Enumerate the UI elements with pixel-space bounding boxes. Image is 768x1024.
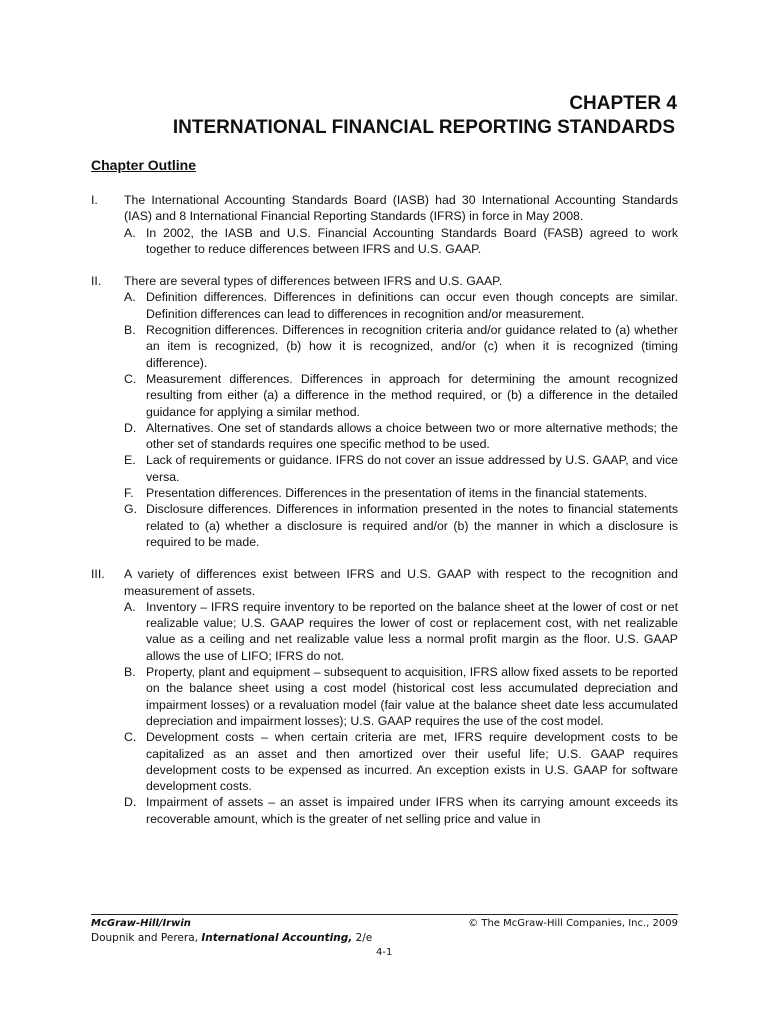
footer-citation: [91, 932, 372, 944]
item-text: Development costs – when certain criteria are met, IFRS require development costs to be capitalized as an asset and then amortized over their useful life; U.S. GAAP requires development costs to be expensed as incurred. An exception exists in U.S. GAAP for software development costs.: [146, 730, 678, 794]
list-item: [124, 289, 678, 322]
footer-edition: 2/e: [355, 932, 373, 944]
item-letter: B.: [124, 665, 136, 680]
outline-heading: Chapter Outline: [91, 157, 197, 173]
item-text: Disclosure differences. Differences in information presented in the notes to financial statements related to (a) whether a disclosure is required and/or (b) the manner in which a disclosure is required to be made.: [146, 502, 678, 549]
item-letter: F.: [124, 486, 134, 501]
item-letter: A.: [124, 225, 136, 240]
section-ii: [91, 273, 678, 550]
section-i: [91, 192, 678, 257]
item-letter: A.: [124, 599, 136, 614]
outline-content: [91, 192, 678, 843]
item-text: Inventory – IFRS require inventory to be reported on the balance sheet at the lower of cost or net realizable value; U.S. GAAP requires the lower of cost or replacement cost, with net realizable value as a ceiling and net realizable value less a normal profit margin as the floor. U.S. GAAP allows the use of LIFO; IFRS do not.: [146, 599, 678, 663]
item-text: Impairment of assets – an asset is impaired under IFRS when its carrying amount exceeds its recoverable amount, which is the greater of net selling price and value in: [146, 795, 678, 826]
list-item: [124, 420, 678, 453]
section-number: I.: [91, 193, 98, 207]
list-item: [124, 225, 678, 258]
list-item: [124, 794, 678, 827]
list-item: [124, 485, 678, 501]
item-text: Alternatives. One set of standards allows a choice between two or more alternative methods; the other set of standards requires one specific method to be used.: [146, 420, 678, 452]
section-number: II.: [91, 274, 102, 289]
item-text: Measurement differences. Differences in approach for determining the amount recognized resulting from either (a) a difference in the method required, or (b) a difference in the detailed guidance for applying a similar method.: [146, 371, 678, 419]
item-letter: C.: [124, 371, 137, 386]
section-text: The International Accounting Standards Board (IASB) had 30 International Accounting Standards (IAS) and 8 International Financial Reporting Standards (IFRS) in force in May 2008.: [124, 193, 678, 224]
footer-publisher: McGraw-Hill/Irwin: [91, 918, 191, 929]
footer-authors: Doupnik and Perera,: [91, 932, 198, 944]
section-number: III.: [91, 567, 105, 582]
list-item: [124, 371, 678, 420]
list-item: [124, 501, 678, 550]
list-item: [124, 664, 678, 729]
list-item: [124, 322, 678, 371]
item-text: Definition differences. Differences in definitions can occur even though concepts are similar. Definition differences can lead to differences in recognition and/or measurement.: [146, 290, 678, 321]
item-text: Property, plant and equipment – subsequent to acquisition, IFRS allow fixed assets to be reported on the balance sheet using a cost model (historical cost less accumulated depreciation and impairment losses) or a revaluation model (fair value at the balance sheet date less accumulated depreciation and impairment losses); U.S. GAAP requires the use of the cost model.: [146, 665, 678, 728]
item-text: In 2002, the IASB and U.S. Financial Accounting Standards Board (FASB) agreed to work together to reduce differences between IFRS and U.S. GAAP.: [146, 225, 678, 256]
item-text: Lack of requirements or guidance. IFRS do not cover an issue addressed by U.S. GAAP, and vice versa.: [146, 453, 678, 484]
chapter-number: CHAPTER 4: [569, 93, 677, 114]
footer-book-title: International Accounting,: [201, 932, 353, 944]
footer-copyright: © The McGraw-Hill Companies, Inc., 2009: [468, 918, 678, 929]
section-text: There are several types of differences between IFRS and U.S. GAAP.: [124, 274, 503, 289]
chapter-title: INTERNATIONAL FINANCIAL REPORTING STANDARDS: [172, 117, 675, 138]
section-iii: [91, 566, 678, 827]
item-letter: D.: [124, 795, 137, 810]
footer-divider: [91, 914, 678, 915]
item-letter: G.: [124, 502, 137, 517]
item-letter: D.: [124, 420, 137, 435]
list-item: [124, 599, 678, 664]
item-letter: B.: [124, 323, 136, 338]
section-text: A variety of differences exist between IFRS and U.S. GAAP with respect to the recognition and measurement of assets.: [124, 567, 678, 598]
item-letter: E.: [124, 453, 136, 468]
item-text: Presentation differences. Differences in the presentation of items in the financial statements.: [146, 486, 648, 501]
list-item: [124, 729, 678, 794]
item-letter: C.: [124, 730, 137, 745]
page-number: 4-1: [376, 947, 393, 958]
list-item: [124, 452, 678, 485]
item-letter: A.: [124, 290, 136, 305]
item-text: Recognition differences. Differences in recognition criteria and/or guidance related to (a) whether an item is recognized, (b) how it is recognized, and/or (c) when it is recognized (timing difference).: [146, 323, 678, 370]
